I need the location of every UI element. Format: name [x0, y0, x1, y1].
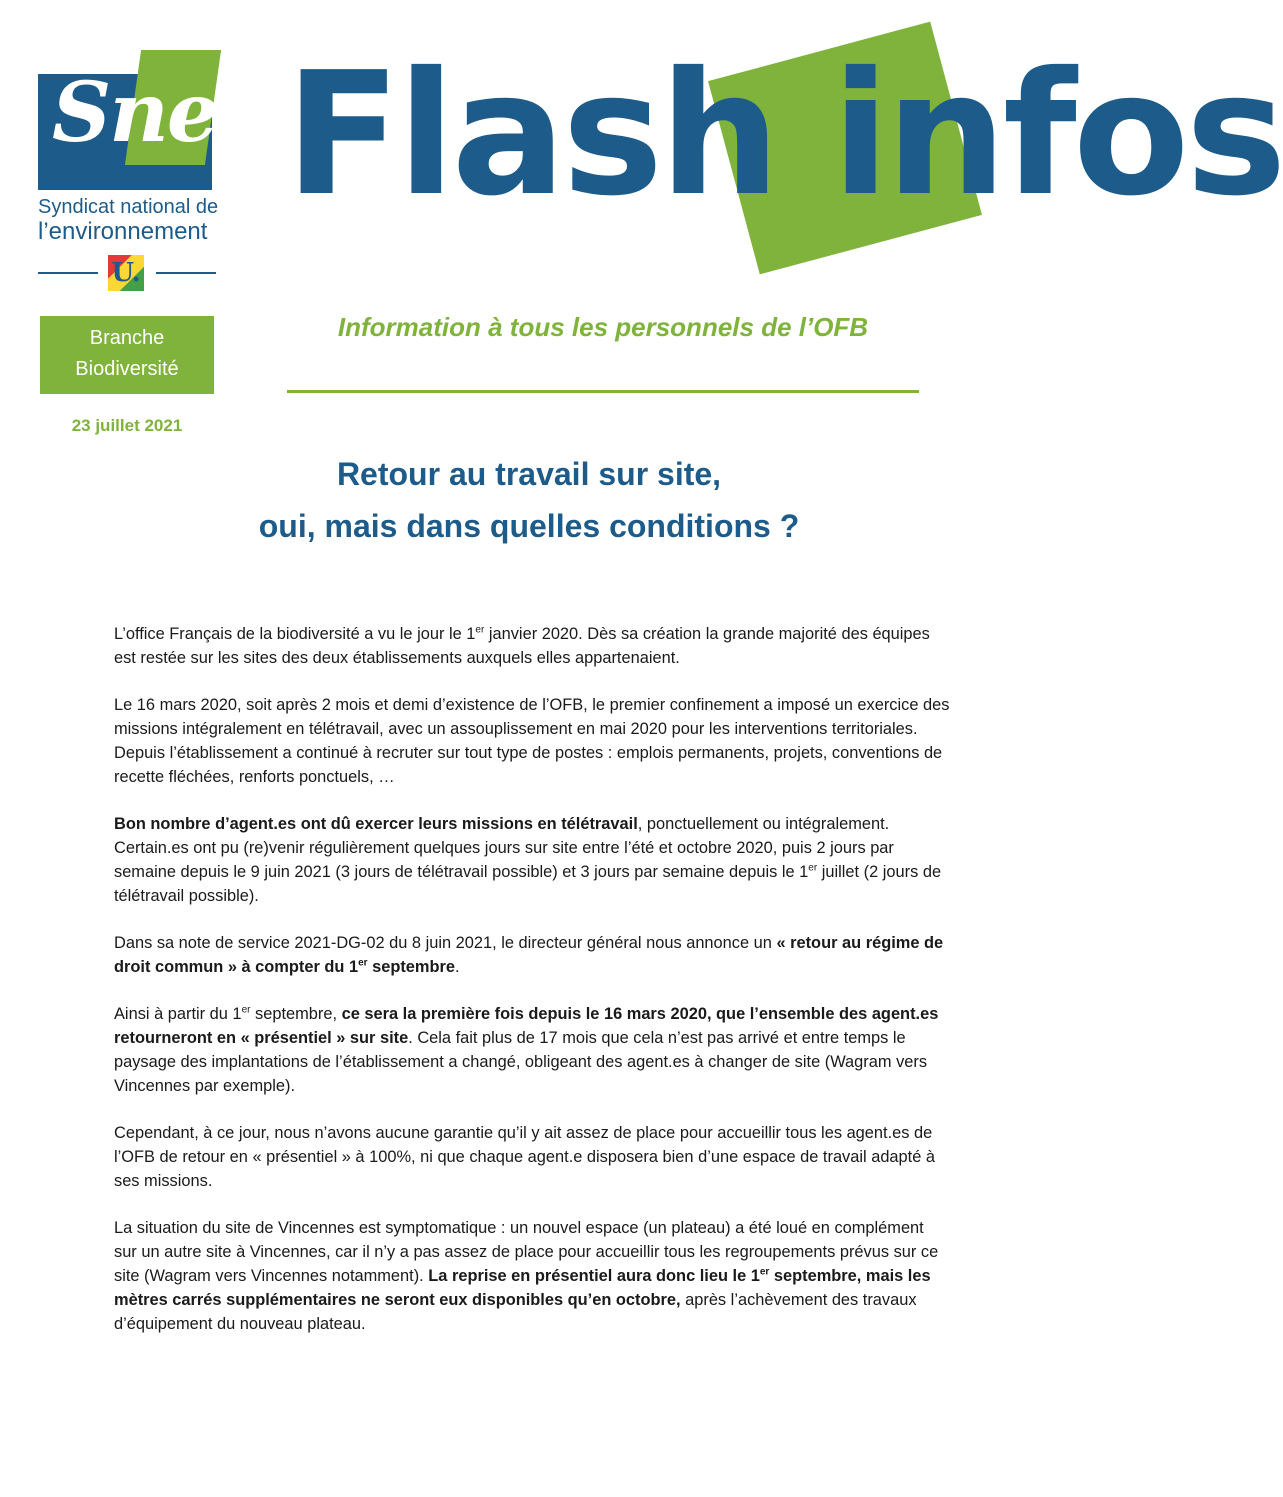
- masthead-title: Flash infos: [285, 36, 1283, 234]
- paragraph-1: L’office Français de la biodiversité a vu le jour le 1er janvier 2020. Dès sa création la grande majorité des équipes est restée sur les sites des deux établissements auxquels elles appartenaient.: [114, 624, 930, 667]
- paragraph-4: Bon nombre d’agent.es ont dû exercer leurs missions en télétravail, ponctuellement ou intégralement. Certain.es ont pu (re)venir régulièrement quelques jours sur site entre l’été et octobre 2020, puis 2 jours par semaine depuis le 9 juin 2021 (3 jours de télétravail possible) et 3 jours par semaine depuis le 1er juillet (2 jours de télétravail possible).: [114, 815, 942, 905]
- logo-line-2: l’environnement: [38, 218, 208, 245]
- logo-word: Sne: [52, 65, 218, 161]
- sne-logo: [38, 50, 219, 288]
- divider: [156, 272, 216, 274]
- logo-line-1: Syndicat national de: [38, 196, 219, 218]
- divider: [38, 272, 98, 274]
- headline-line-2: oui, mais dans quelles conditions ?: [258, 508, 800, 544]
- headline: [100, 448, 958, 552]
- union-logo-icon: U.: [108, 255, 144, 291]
- headline-line-1: Retour au travail sur site,: [336, 456, 722, 492]
- paragraph-7: Cependant, à ce jour, nous n’avons aucune garantie qu’il y ait assez de place pour accueillir tous les agent.es de l’OFB de retour en « présentiel » à 100%, ni que chaque agent.e disposera bien d’une espace de travail adapté à ses missions.: [114, 1124, 936, 1190]
- paragraph-2: Le 16 mars 2020, soit après 2 mois et demi d’existence de l’OFB, le premier confinement a imposé un exercice des missions intégralement en télétravail, avec un assouplissement en mai 2020 pour les interventions territoriales.: [114, 696, 950, 738]
- paragraph-8: La situation du site de Vincennes est symptomatique : un nouvel espace (un plateau) a été loué en complément sur un autre site à Vincennes, car il n’y a pas assez de place pour accueillir tous les regroupements prévus sur ce site (Wagram vers Vincennes notamment). La reprise en présentiel aura donc lieu le 1er septembre, mais les mètres carrés supplémentaires ne seront eux disponibles qu’en octobre, après l’achèvement des travaux d’équipement du nouveau plateau.: [114, 1219, 939, 1333]
- paragraph-5: Dans sa note de service 2021-DG-02 du 8 juin 2021, le directeur général nous annonce un « retour au régime de droit commun » à compter du 1er septembre.: [114, 934, 944, 976]
- branch-line-1: Branche: [89, 327, 165, 349]
- paragraph-3: Depuis l’établissement a continué à recruter sur tout type de postes : emplois permanents, projets, conventions de recette fléchées, renforts ponctuels, …: [114, 744, 943, 786]
- subtitle-rule: [287, 390, 919, 393]
- publication-date: 23 juillet 2021: [71, 416, 183, 435]
- sne-logo-mark: [38, 50, 216, 190]
- union-mark-row: [38, 255, 216, 291]
- subtitle: Information à tous les personnels de l’OFB: [337, 312, 869, 342]
- article-body: [114, 622, 950, 1359]
- paragraph-6: Ainsi à partir du 1er septembre, ce sera la première fois depuis le 16 mars 2020, que l’ensemble des agent.es retourneront en « présentiel » sur site. Cela fait plus de 17 mois que cela n’est pas arrivé et entre temps le paysage des implantations de l’établissement a changé, obligeant des agent.es à changer de site (Wagram vers Vincennes par exemple).: [114, 1004, 939, 1095]
- branch-badge: [40, 316, 214, 394]
- branch-line-2: Biodiversité: [75, 358, 179, 380]
